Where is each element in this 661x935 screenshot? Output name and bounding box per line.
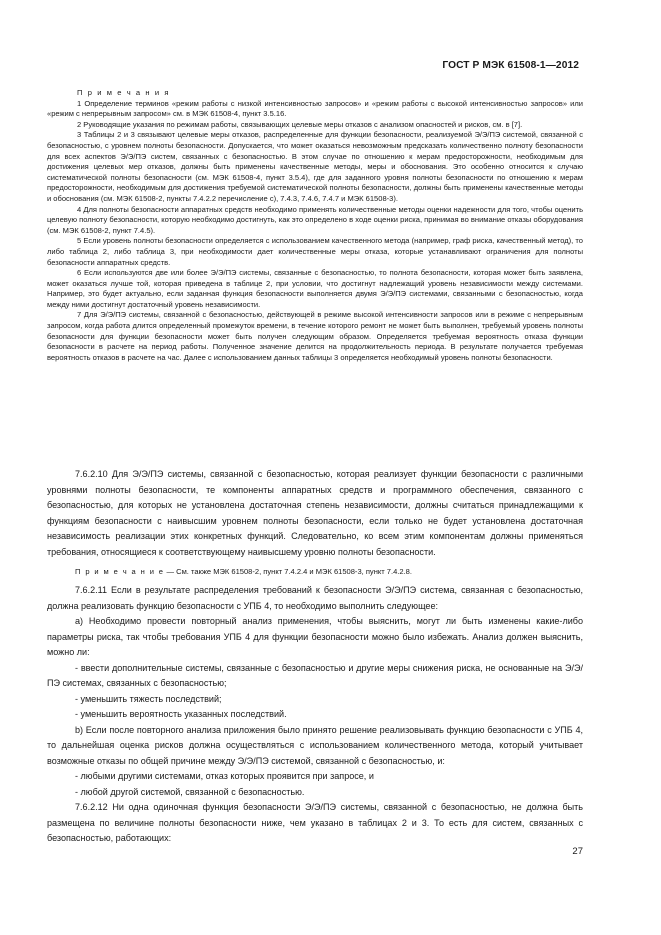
note-item: 5 Если уровень полноты безопасности определяется с использованием качественного метода (например, граф риска, качественный метод), то либо таблица 2, либо таблица 3, при необходимости дает количественные меры отказа, которые устанавливают ограничения для полноты безопасности аппаратных средств. [47,236,583,267]
list-item-a: a) Необходимо провести повторный анализ применения, чтобы выяснить, могут ли быть изменены какие-либо параметры риска, так чтобы требования УПБ 4 для функции безопасности можно было избежать. Анализ должен выяснить, можно ли: [47,616,583,657]
note-item: 4 Для полноты безопасности аппаратных средств необходимо применять количественные методы оценки надежности для того, чтобы оценить целевую полноту безопасности, которую необходимо достигнуть, как это определено в ходе оценки риска, принимая во внимание отказы оборудования (см. МЭК 61508-2, пункт 7.4.5). [47,204,583,235]
clause-7-6-2-10: 7.6.2.10 Для Э/Э/ПЭ системы, связанной с безопасностью, которая реализует функции безопасности с различными уровнями полноты безопасности, те компоненты аппаратных средств и программного обеспечения, связанного с безопасностью, для которых не установлена достаточная степень независимости, должны считаться принадлежащими к функциям безопасности с наивысшим уровнем полноты безопасности, если только не будет установлена достаточная независимость реализации этих конкретных функций. Следовательно, ко всем этим компонентам должны применяться требования, относящиеся к соответствующему наивысшему уровню полноты безопасности. [47,469,583,557]
bullet-item: - уменьшить вероятность указанных последствий. [75,709,287,719]
bullet-item: - любой другой системой, связанной с безопасностью. [75,786,305,797]
bullet-item: - уменьшить тяжесть последствий; [75,693,222,704]
note-item: 7 Для Э/Э/ПЭ системы, связанной с безопасностью, действующей в режиме высокой интенсивности запросов или в режиме с непрерывным запросом, когда работа длится определенный промежуток времени, в течение которого ремонт не может быть выполнен, требуемый уровень полноты безопасности для функции безопасности может быть получен следующим образом. Определяется требуемая вероятность отказа функции безопасности в расчете на период работы. Полученное значение делится на продолжительность периода. В результате получается требуемая вероятность отказов в расчете на час. Далее с использованием данных таблицы 3 определяется необходимый уровень полноты безопасности. [47,310,583,362]
clause-7-6-2-12: 7.6.2.12 Ни одна одиночная функция безопасности Э/Э/ПЭ системы, связанной с безопасностью, не должна быть размещена по величине полноты безопасности ниже, чем указано в таблицах 2 и 3. То есть для систем, связанных с безопасностью, работающих: [47,802,583,843]
inline-note-text: — См. также МЭК 61508-2, пункт 7.4.2.4 и МЭК 61508-3, пункт 7.4.2.8. [164,567,412,576]
page-number: 27 [572,846,583,857]
notes-title: П р и м е ч а н и я [77,88,171,97]
note-item: 6 Если используются две или более Э/Э/ПЭ системы, связанные с безопасностью, то полнота безопасности, которая может быть заявлена, может оказаться лучше той, которая приведена в таблице 2, при условии, что достигнут надлежащий уровень независимости между системами. Например, это будет актуально, если заданная функция безопасности выполняется двумя Э/Э/ПЭ системами, связанными с безопасностью, когда между ними достигнут достаточный уровень независимости. [47,268,583,309]
main-text [47,467,583,847]
clause-7-6-2-11: 7.6.2.11 Если в результате распределения требований к безопасности Э/Э/ПЭ система, связанная с безопасностью, должна реализовать функцию безопасности с УПБ 4, то необходимо выполнить следующее: [47,585,583,611]
note-item: 3 Таблицы 2 и 3 связывают целевые меры отказов, распределенные для функции безопасности, реализуемой Э/Э/ПЭ системой, связанной с безопасностью, с уровнем полноты безопасности. Допускается, что может оказаться невозможным предсказать количественно полноту безопасности для всех аспектов Э/Э/ПЭ систем, связанных с безопасностью. В этом случае по отношению к мерам предосторожности, необходимым для достижения целевых мер отказов, должны быть применены качественные методы, меры и обоснования. Это особенно относится к случаю систематической полноты безопасности (см. МЭК 61508-4, пункт 3.5.4), где для заданного уровня полноты безопасности по отношению к мерам предосторожности, необходимым для достижения требуемой систематической полноты безопасности, должны быть применены качественные методы и обоснования (см. МЭК 61508-2, пункты 7.4.2.2 перечисление с), 7.4.3, 7.4.6, 7.4.7 и МЭК 61508-3). [47,130,583,203]
bullet-item: - ввести дополнительные системы, связанные с безопасностью и другие меры снижения риска, не основанные на Э/Э/ПЭ системах, связанных с безопасностью; [47,662,583,688]
note-item: 2 Руководящие указания по режимам работы, связывающих целевые меры отказов с анализом опасностей и рисков, см. в [7]. [77,119,523,129]
note-item: 1 Определение терминов «режим работы с низкой интенсивностью запросов» и «режим работы с высокой интенсивностью запросов» или «режим с непрерывным запросом» см. в МЭК 61508-4, пункт 3.5.16. [47,98,583,119]
bullet-item: - любыми другими системами, отказ которых проявится при запросе, и [75,771,374,781]
inline-note [47,566,583,577]
notes-block [47,88,583,363]
list-item-b: b) Если после повторного анализа приложения было принято решение реализовывать функцию безопасности с УПБ 4, то дальнейшая оценка рисков должна осуществляться с использованием количественного метода, который учитывает возможные отказы по общей причине между Э/Э/ПЭ системой, связанной с безопасностью, и: [47,724,583,766]
inline-note-label: П р и м е ч а н и е [75,567,165,576]
standard-code-header: ГОСТ Р МЭК 61508-1—2012 [442,60,579,71]
